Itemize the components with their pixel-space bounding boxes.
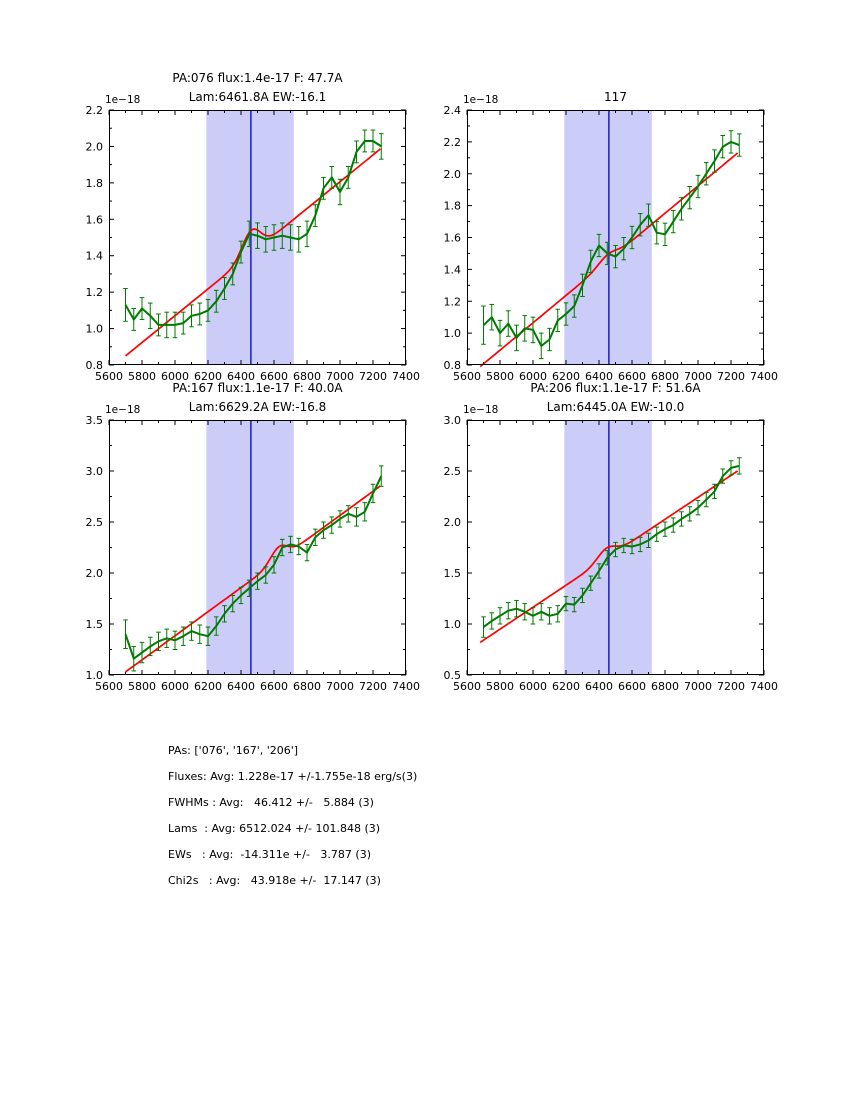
svg-text:6000: 6000	[161, 680, 189, 693]
summary-line-ews: EWs : Avg: -14.311e +/- 3.787 (3)	[168, 848, 371, 861]
y-axis-offset-label: 1e−18	[463, 404, 499, 416]
svg-text:1.0: 1.0	[85, 322, 103, 336]
svg-text:6000: 6000	[519, 370, 547, 383]
svg-text:3.5: 3.5	[85, 414, 103, 427]
svg-text:1.6: 1.6	[443, 231, 461, 245]
svg-text:5800: 5800	[486, 370, 514, 383]
svg-text:2.4: 2.4	[443, 104, 461, 117]
svg-text:1.5: 1.5	[85, 618, 103, 631]
subplot-title-line2: Lam:6629.2A EW:-16.8	[188, 400, 327, 414]
svg-text:1.0: 1.0	[85, 669, 103, 682]
svg-text:1.0: 1.0	[443, 327, 461, 341]
svg-text:5800: 5800	[486, 680, 514, 693]
svg-text:6400: 6400	[585, 680, 613, 693]
svg-text:5800: 5800	[128, 370, 156, 383]
svg-text:1.8: 1.8	[85, 176, 103, 190]
svg-text:6200: 6200	[552, 370, 580, 383]
statistics-summary	[168, 744, 417, 900]
svg-text:6600: 6600	[618, 370, 646, 383]
svg-text:6600: 6600	[618, 680, 646, 693]
axes-pa076	[85, 104, 420, 383]
svg-text:6800: 6800	[293, 680, 321, 693]
svg-text:6400: 6400	[585, 370, 613, 383]
svg-text:1.4: 1.4	[85, 249, 103, 263]
subplot-title-line2: Lam:6461.8A EW:-16.1	[188, 90, 327, 104]
svg-text:7200: 7200	[717, 370, 745, 383]
svg-text:0.8: 0.8	[443, 359, 461, 372]
subplot-title-line2: Lam:6445.0A EW:-10.0	[546, 400, 685, 414]
subplot-title-line1: PA:167 flux:1.1e-17 F: 40.0A	[172, 381, 343, 395]
svg-text:2.0: 2.0	[85, 140, 103, 154]
svg-text:7200: 7200	[359, 680, 387, 693]
summary-line-fluxes: Fluxes: Avg: 1.228e-17 +/-1.755e-18 erg/s(3)	[168, 770, 418, 783]
svg-text:1.2: 1.2	[85, 286, 103, 300]
svg-text:1.6: 1.6	[85, 213, 103, 227]
svg-text:0.8: 0.8	[85, 359, 103, 372]
subplot-title-line1: PA:206 flux:1.1e-17 F: 51.6A	[530, 381, 701, 395]
subplot-117	[443, 90, 778, 383]
svg-text:7000: 7000	[684, 680, 712, 693]
svg-text:6800: 6800	[651, 370, 679, 383]
subplot-pa167	[85, 381, 420, 693]
summary-line-chi2s: Chi2s : Avg: 43.918e +/- 17.147 (3)	[168, 874, 381, 887]
svg-text:6600: 6600	[260, 680, 288, 693]
axes-117	[443, 104, 778, 383]
svg-text:6800: 6800	[651, 680, 679, 693]
summary-line-pas: PAs: ['076', '167', '206']	[168, 744, 299, 757]
subplot-pa206	[443, 381, 778, 693]
svg-text:6400: 6400	[227, 680, 255, 693]
svg-text:3.0: 3.0	[85, 465, 103, 478]
svg-text:6400: 6400	[227, 370, 255, 383]
svg-text:6200: 6200	[194, 370, 222, 383]
svg-text:2.5: 2.5	[443, 465, 461, 478]
svg-text:6200: 6200	[552, 680, 580, 693]
svg-text:6800: 6800	[293, 370, 321, 383]
svg-text:6000: 6000	[519, 680, 547, 693]
svg-text:2.2: 2.2	[443, 135, 461, 149]
svg-text:5600: 5600	[453, 370, 481, 383]
y-axis-offset-label: 1e−18	[105, 404, 141, 416]
svg-text:5800: 5800	[128, 680, 156, 693]
svg-text:6000: 6000	[161, 370, 189, 383]
axes-pa206	[443, 414, 778, 693]
svg-text:0.5: 0.5	[443, 669, 461, 682]
svg-text:1.8: 1.8	[443, 199, 461, 213]
svg-text:2.0: 2.0	[443, 167, 461, 181]
svg-text:6600: 6600	[260, 370, 288, 383]
svg-text:5600: 5600	[453, 680, 481, 693]
svg-text:3.0: 3.0	[443, 414, 461, 427]
svg-text:1.2: 1.2	[443, 295, 461, 309]
subplot-title-line2: 117	[604, 90, 627, 104]
svg-text:7200: 7200	[717, 680, 745, 693]
svg-text:7400: 7400	[392, 680, 420, 693]
svg-text:5600: 5600	[95, 680, 123, 693]
svg-text:5600: 5600	[95, 370, 123, 383]
summary-line-lams: Lams : Avg: 6512.024 +/- 101.848 (3)	[168, 822, 381, 835]
svg-text:7000: 7000	[684, 370, 712, 383]
subplot-pa076	[85, 71, 420, 383]
svg-text:6200: 6200	[194, 680, 222, 693]
summary-line-fwhms: FWHMs : Avg: 46.412 +/- 5.884 (3)	[168, 796, 374, 809]
svg-text:7400: 7400	[750, 680, 778, 693]
y-axis-offset-label: 1e−18	[105, 94, 141, 106]
subplot-title-line1: PA:076 flux:1.4e-17 F: 47.7A	[172, 71, 343, 85]
svg-text:7000: 7000	[326, 680, 354, 693]
svg-text:1.0: 1.0	[443, 618, 461, 631]
svg-text:2.0: 2.0	[443, 516, 461, 529]
svg-text:7400: 7400	[392, 370, 420, 383]
svg-text:7000: 7000	[326, 370, 354, 383]
y-axis-offset-label: 1e−18	[463, 94, 499, 106]
svg-text:2.0: 2.0	[85, 567, 103, 580]
svg-text:1.4: 1.4	[443, 263, 461, 277]
svg-text:2.2: 2.2	[85, 104, 103, 117]
svg-text:1.5: 1.5	[443, 567, 461, 580]
svg-text:7400: 7400	[750, 370, 778, 383]
svg-text:2.5: 2.5	[85, 516, 103, 529]
svg-text:7200: 7200	[359, 370, 387, 383]
axes-pa167	[85, 414, 420, 693]
